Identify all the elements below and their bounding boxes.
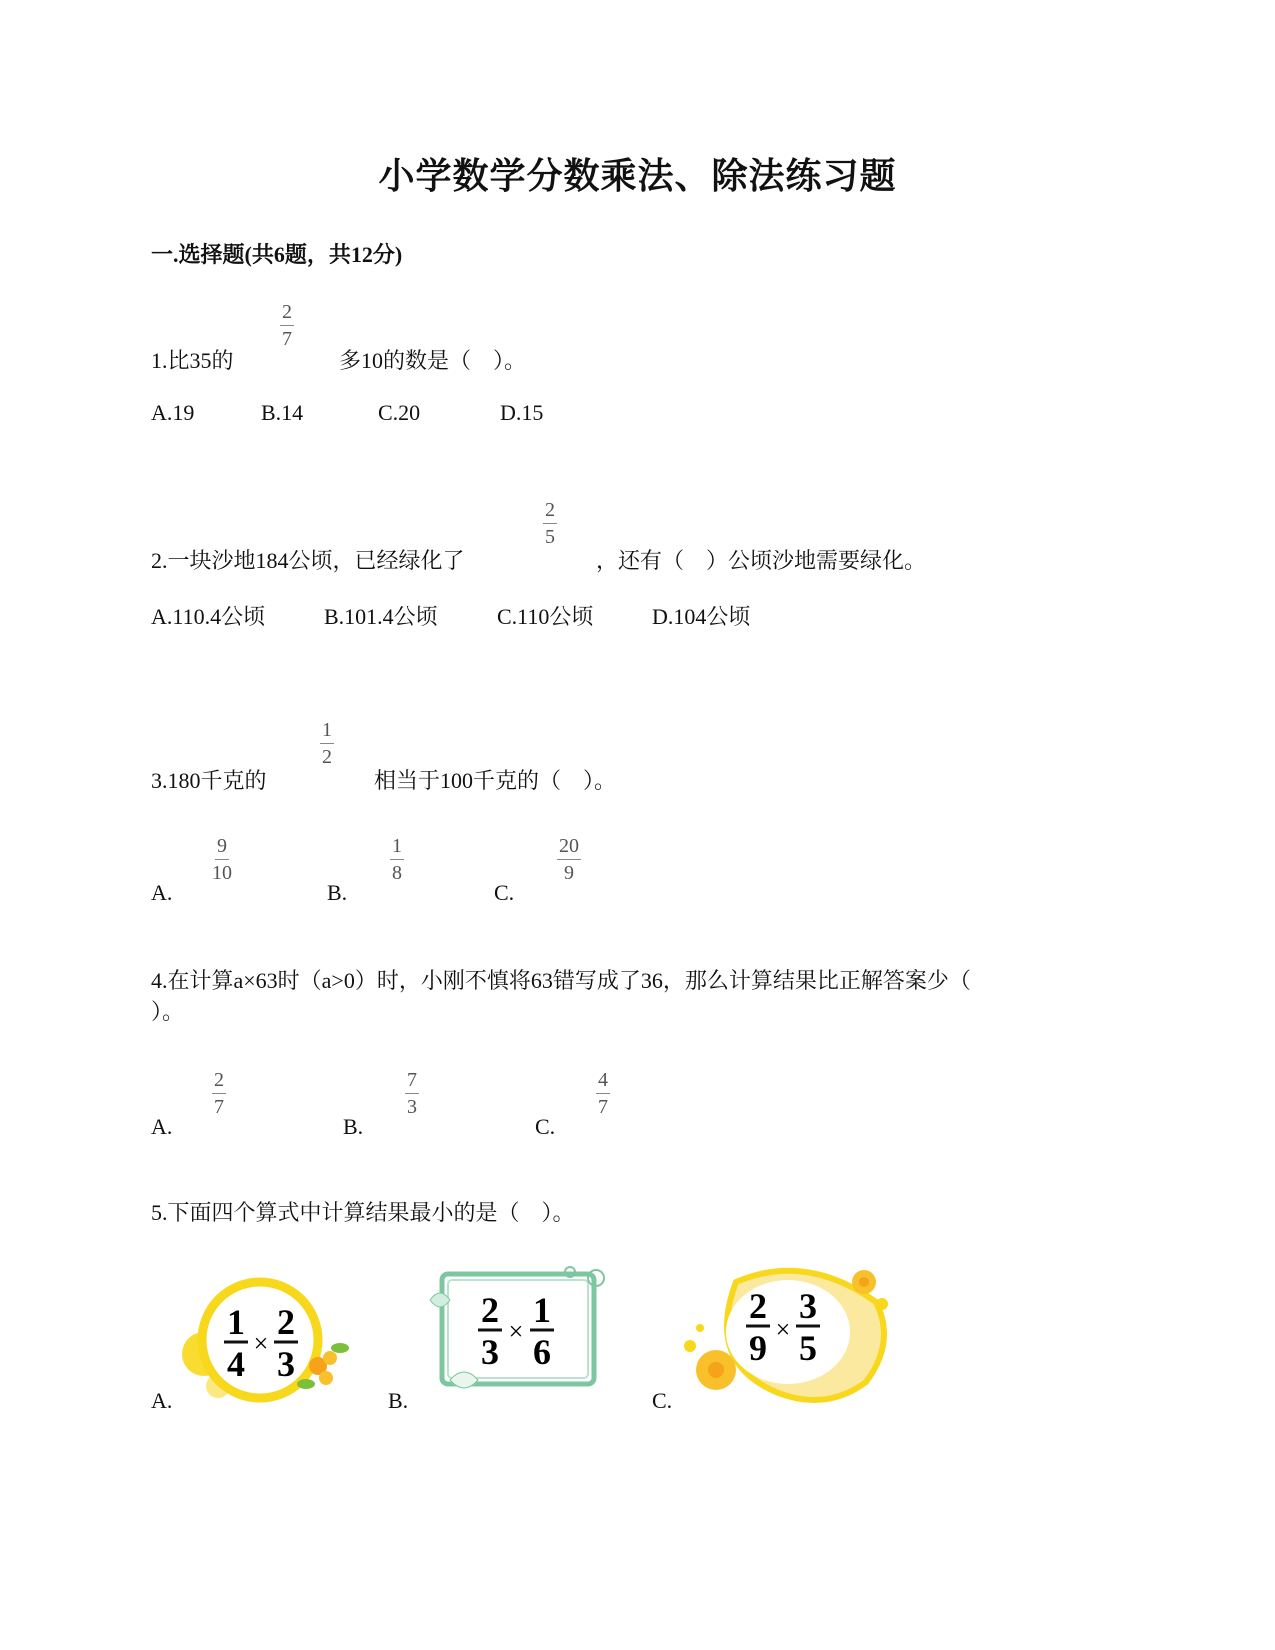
card-c-num2: 3	[799, 1286, 817, 1326]
q4-c-num: 4	[596, 1070, 610, 1094]
q2-option-a[interactable]: A.110.4公顷	[151, 604, 266, 629]
decor-dot	[876, 1298, 888, 1310]
q4-b-num: 7	[405, 1070, 419, 1094]
flower-icon	[319, 1371, 333, 1385]
q2-option-c[interactable]: C.110公顷	[497, 604, 594, 629]
q5-stem: 5.下面四个算式中计算结果最小的是（ ）。	[151, 1200, 575, 1225]
flower-center	[708, 1362, 724, 1378]
q3-a-den: 10	[212, 862, 232, 884]
q4-option-b-label[interactable]: B.	[343, 1114, 364, 1139]
card-b-den1: 3	[481, 1332, 499, 1372]
q5-option-c-card[interactable]	[676, 1262, 896, 1404]
q1-option-b[interactable]: B.14	[261, 400, 304, 425]
q4-stem-line2: ）。	[151, 999, 185, 1024]
q4-a-den: 7	[214, 1096, 224, 1118]
q3-b-den: 8	[392, 862, 402, 884]
q1-option-d[interactable]: D.15	[500, 400, 544, 425]
q3-frac-num: 1	[320, 720, 334, 744]
card-a-num2: 2	[277, 1302, 295, 1342]
q2-stem-post: ，还有（ ）公顷沙地需要绿化。	[596, 548, 927, 573]
card-c-op: ×	[775, 1315, 791, 1344]
q3-c-num: 20	[557, 836, 581, 860]
q3-stem-pre: 3.180千克的	[151, 768, 267, 793]
q3-frac-den: 2	[322, 746, 332, 768]
q4-option-a-fraction[interactable]	[212, 1070, 226, 1117]
q2-stem-pre: 2.一块沙地184公顷，已经绿化了	[151, 548, 465, 573]
q1-option-c[interactable]: C.20	[378, 400, 421, 425]
leaf-icon	[297, 1379, 315, 1389]
q4-option-b-fraction[interactable]	[405, 1070, 419, 1117]
q3-option-a-label[interactable]: A.	[151, 880, 173, 905]
leaf-icon	[331, 1343, 349, 1353]
card-b-den2: 6	[533, 1332, 551, 1372]
q2-frac-den: 5	[545, 526, 555, 548]
q1-stem-pre: 1.比35的	[151, 348, 234, 373]
q3-option-b-label[interactable]: B.	[327, 880, 348, 905]
q5-option-a-card[interactable]	[180, 1268, 360, 1408]
card-b-num1: 2	[481, 1290, 499, 1330]
q4-stem-line1: 4.在计算a×63时（a>0）时，小刚不慎将63错写成了36，那么计算结果比正解答案少（	[151, 968, 971, 993]
q3-stem-post: 相当于100千克的（ ）。	[374, 768, 617, 793]
q3-a-num: 9	[215, 836, 229, 860]
q4-option-a-label[interactable]: A.	[151, 1114, 173, 1139]
q2-fraction	[543, 500, 557, 547]
flower-center	[859, 1277, 869, 1287]
q2-option-b[interactable]: B.101.4公顷	[324, 604, 438, 629]
card-c-den2: 5	[799, 1328, 817, 1368]
q3-fraction	[320, 720, 334, 767]
q1-option-a[interactable]: A.19	[151, 400, 195, 425]
q5-option-b-label[interactable]: B.	[388, 1388, 409, 1413]
q1-fraction	[280, 302, 294, 349]
q2-option-d[interactable]: D.104公顷	[652, 604, 751, 629]
section-heading: 一.选择题(共6题，共12分)	[151, 242, 403, 267]
q5-option-a-label[interactable]: A.	[151, 1388, 173, 1413]
q4-c-den: 7	[598, 1096, 608, 1118]
q2-frac-num: 2	[543, 500, 557, 524]
card-b-op: ×	[508, 1317, 524, 1346]
decor-dot	[696, 1324, 704, 1332]
q4-b-den: 3	[407, 1096, 417, 1118]
q3-c-den: 9	[564, 862, 574, 884]
q3-b-num: 1	[390, 836, 404, 860]
q3-option-c-label[interactable]: C.	[494, 880, 515, 905]
q4-option-c-label[interactable]: C.	[535, 1114, 556, 1139]
flower-icon	[323, 1351, 337, 1365]
q5-option-c-label[interactable]: C.	[652, 1388, 673, 1413]
q4-a-num: 2	[212, 1070, 226, 1094]
q5-option-b-card[interactable]	[420, 1260, 615, 1398]
card-c-den1: 9	[749, 1328, 767, 1368]
q1-frac-num: 2	[280, 302, 294, 326]
page-title: 小学数学分数乘法、除法练习题	[378, 156, 897, 196]
q4-option-c-fraction[interactable]	[596, 1070, 610, 1117]
card-c-num1: 2	[749, 1286, 767, 1326]
q3-option-c-fraction[interactable]	[557, 836, 581, 883]
q1-frac-den: 7	[282, 328, 292, 350]
decor-dot	[684, 1340, 696, 1352]
q3-option-b-fraction[interactable]	[390, 836, 404, 883]
card-a-op: ×	[253, 1329, 269, 1358]
card-b-num2: 1	[533, 1290, 551, 1330]
card-a-num1: 1	[227, 1302, 245, 1342]
card-a-den2: 3	[277, 1344, 295, 1384]
q3-option-a-fraction[interactable]	[212, 836, 232, 883]
card-a-den1: 4	[227, 1344, 245, 1384]
q1-stem-post: 多10的数是（ ）。	[339, 348, 527, 373]
